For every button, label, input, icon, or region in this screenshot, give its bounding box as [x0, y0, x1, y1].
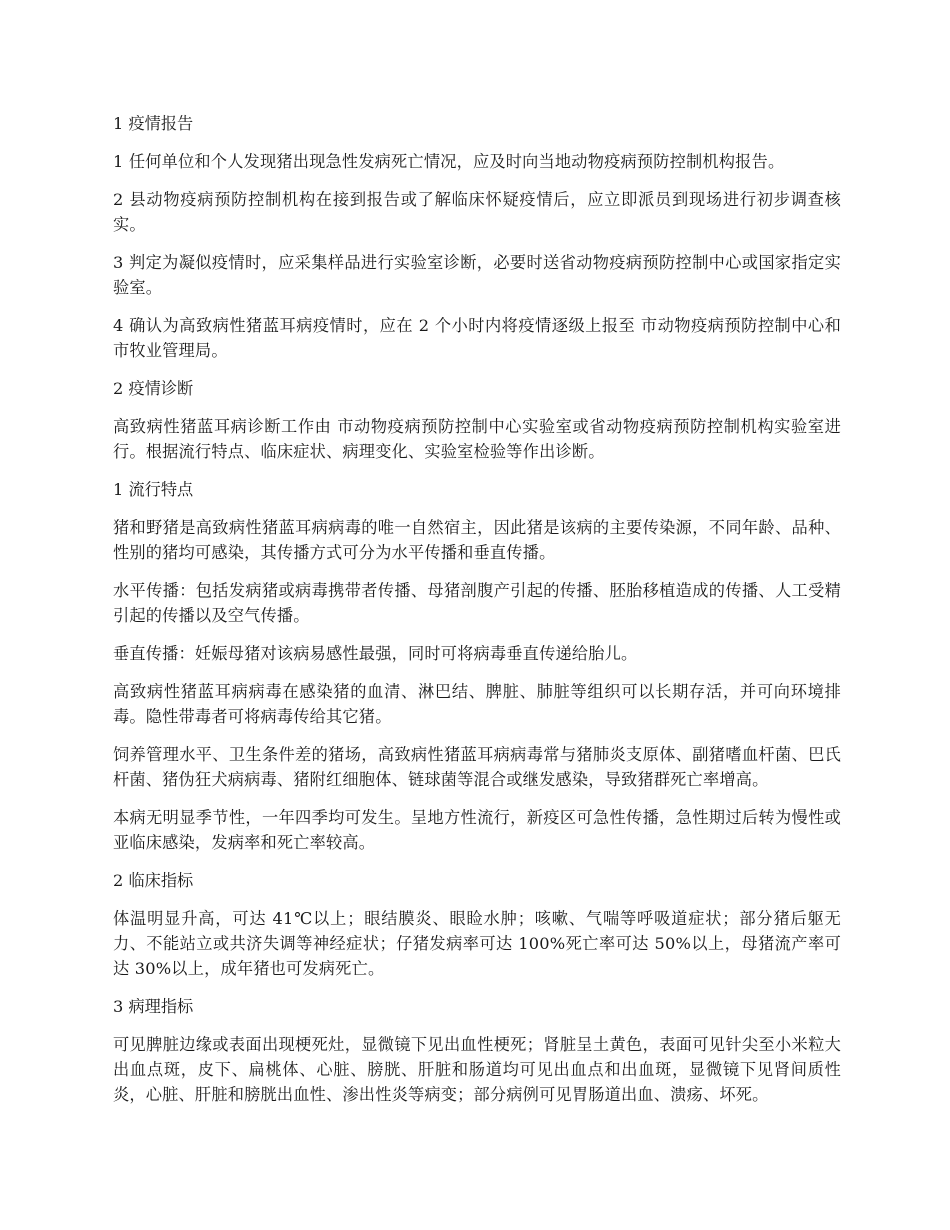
- paragraph-virus-survival: 高致病性猪蓝耳病病毒在感染猪的血清、淋巴结、脾脏、肺脏等组织可以长期存活，并可向环境排毒。隐性带毒者可将病毒传给其它猪。: [113, 682, 841, 726]
- subheading-pathology: 3 病理指标: [113, 997, 194, 1016]
- paragraph-horizontal-transmission: 水平传播：包括发病猪或病毒携带者传播、母猪剖腹产引起的传播、胚胎移植造成的传播、人工受精引起的传播以及空气传播。: [113, 581, 841, 625]
- paragraph-vertical-transmission: 垂直传播：妊娠母猪对该病易感性最强，同时可将病毒垂直传递给胎儿。: [113, 644, 638, 663]
- paragraph-diagnosis-intro: 高致病性猪蓝耳病诊断工作由 市动物疫病预防控制中心实验室或省动物疫病预防控制机构实验室进行。根据流行特点、临床症状、病理变化、实验室检验等作出诊断。: [113, 417, 841, 461]
- paragraph-report-1: 1 任何单位和个人发现猪出现急性发病死亡情况，应及时向当地动物疫病预防控制机构报告。: [113, 152, 785, 171]
- paragraph-report-4: 4 确认为高致病性猪蓝耳病疫情时，应在 2 个小时内将疫情逐级上报至 市动物疫病预防控制中心和 市牧业管理局。: [113, 316, 841, 360]
- document-body: [113, 111, 841, 1120]
- section-heading-diagnosis: 2 疫情诊断: [113, 379, 194, 398]
- paragraph-epidemiology-hosts: 猪和野猪是高致病性猪蓝耳病病毒的唯一自然宿主，因此猪是该病的主要传染源，不同年龄、品种、性别的猪均可感染，其传播方式可分为水平传播和垂直传播。: [113, 518, 841, 562]
- paragraph-report-3: 3 判定为凝似疫情时，应采集样品进行实验室诊断，必要时送省动物疫病预防控制中心或国家指定实验室。: [113, 253, 841, 297]
- paragraph-seasonality: 本病无明显季节性，一年四季均可发生。呈地方性流行，新疫区可急性传播，急性期过后转为慢性或亚临床感染，发病率和死亡率较高。: [113, 808, 841, 852]
- subheading-clinical: 2 临床指标: [113, 871, 194, 890]
- paragraph-clinical-signs: 体温明显升高，可达 41℃以上；眼结膜炎、眼睑水肿；咳嗽、气喘等呼吸道症状；部分猪后躯无力、不能站立或共济失调等神经症状；仔猪发病率可达 100%死亡率可达 50%以上，母猪流产率可达 30%以上，成年猪也可发病死亡。: [113, 909, 841, 978]
- paragraph-coinfection: 饲养管理水平、卫生条件差的猪场，高致病性猪蓝耳病病毒常与猪肺炎支原体、副猪嗜血杆菌、巴氏杆菌、猪伪狂犬病病毒、猪附红细胞体、链球菌等混合或继发感染，导致猪群死亡率增高。: [113, 745, 841, 789]
- paragraph-report-2: 2 县动物疫病预防控制机构在接到报告或了解临床怀疑疫情后，应立即派员到现场进行初步调查核实。: [113, 190, 841, 234]
- subheading-epidemiology: 1 流行特点: [113, 480, 194, 499]
- section-heading-report: 1 疫情报告: [113, 114, 194, 133]
- paragraph-pathology-findings: 可见脾脏边缘或表面出现梗死灶，显微镜下见出血性梗死；肾脏呈土黄色，表面可见针尖至小米粒大出血点斑，皮下、扁桃体、心脏、膀胱、肝脏和肠道均可见出血点和出血斑，显微镜下见肾间质性炎，心脏、肝脏和膀胱出血性、渗出性炎等病变；部分病例可见胃肠道出血、溃疡、坏死。: [113, 1035, 841, 1104]
